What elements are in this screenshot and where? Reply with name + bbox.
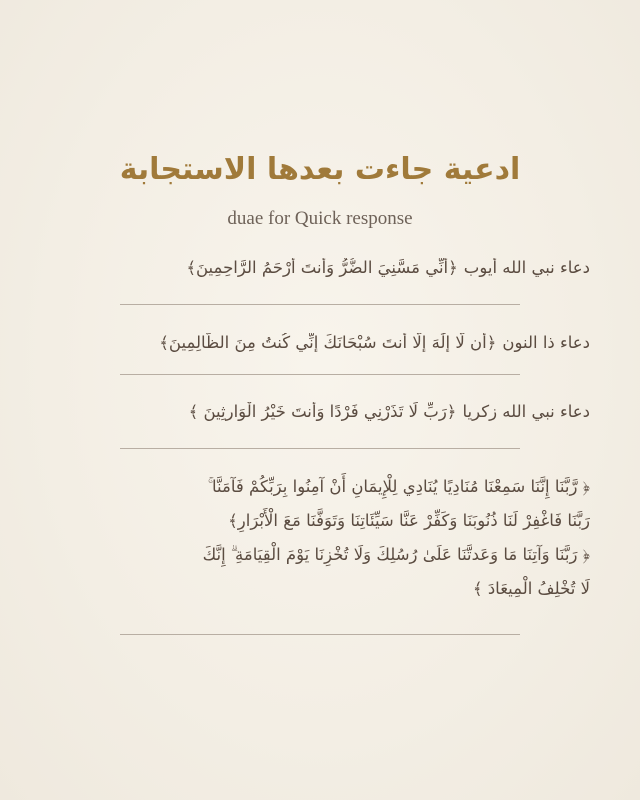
dua-dhun-nun: [56, 333, 590, 352]
long-dua-line: ﴿ رَّبَّنَا إِنَّنَا سَمِعْنَا مُنَادِيًا يُنَادِي لِلْإِيمَانِ أَنْ آمِنُوا بِرَبِّكُمْ فَآمَنَّا ۚ: [207, 477, 590, 496]
divider: [120, 374, 520, 375]
dua-lead: دعاء نبي الله أيوب: [463, 258, 590, 277]
long-dua: [50, 470, 590, 606]
divider: [120, 448, 520, 449]
long-dua-line: لَا تُخْلِفُ الْمِيعَادَ ﴾: [472, 579, 590, 598]
long-dua-line: ﴿ رَبَّنَا وَآتِنَا مَا وَعَدتَّنَا عَلَىٰ رُسُلِكَ وَلَا تُخْزِنَا يَوْمَ الْقِيَامَةِ ۗ إِنَّكَ: [202, 545, 590, 564]
dua-zakariya: [56, 402, 590, 421]
dua-ayyub: [56, 258, 590, 277]
dua-verse: ﴿أَنِّي مَسَّنِيَ الضُّرُّ وَأَنتَ أَرْحَمُ الرَّاحِمِينَ﴾: [186, 258, 458, 277]
long-dua-line: رَبَّنَا فَاغْفِرْ لَنَا ذُنُوبَنَا وَكَفِّرْ عَنَّا سَيِّئَاتِنَا وَتَوَفَّنَا مَعَ الْأَبْرَارِ﴾: [228, 511, 590, 530]
dua-verse: ﴿رَبِّ لَا تَذَرْنِي فَرْدًا وَأَنتَ خَيْرُ الْوَارِثِينَ ﴾: [188, 402, 457, 421]
page-subtitle: duae for Quick response: [227, 208, 413, 229]
dua-lead: دعاء ذا النون: [502, 333, 590, 352]
page-title: ادعية جاءت بعدها الاستجابة: [119, 152, 521, 187]
divider: [120, 304, 520, 305]
dua-verse: ﴿أن لَّا إِلَٰهَ إِلَّا أَنتَ سُبْحَانَكَ إِنِّي كُنتُ مِنَ الظَّالِمِينَ﴾: [159, 333, 497, 352]
dua-lead: دعاء نبي الله زكريا: [462, 402, 590, 421]
divider: [120, 634, 520, 635]
